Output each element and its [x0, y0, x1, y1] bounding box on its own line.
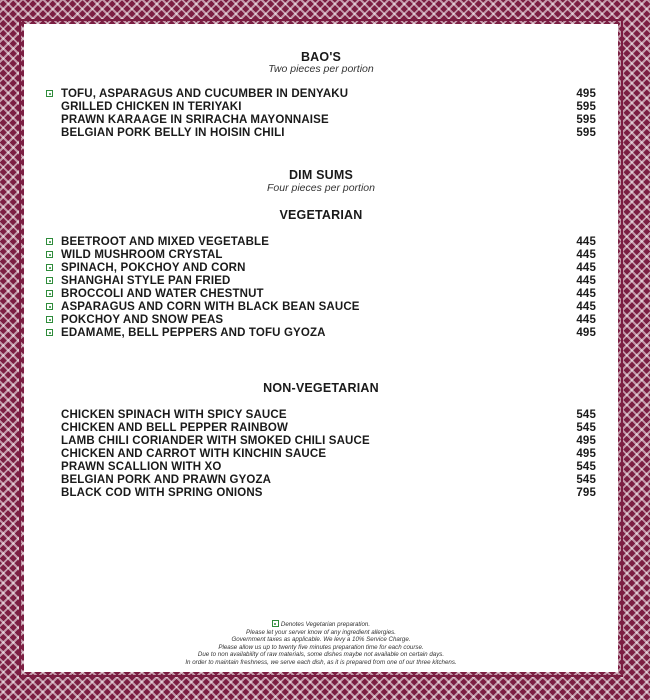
menu-item	[46, 301, 596, 314]
menu-item-price: 495	[576, 448, 596, 460]
menu-item-name: BLACK COD WITH SPRING ONIONS	[61, 487, 263, 499]
dimsums-title: DIM SUMS	[288, 168, 354, 182]
menu-item-name: PRAWN SCALLION WITH XO	[61, 461, 222, 473]
menu-item	[46, 327, 596, 340]
menu-content	[24, 24, 618, 672]
menu-item	[46, 448, 596, 461]
menu-item	[46, 409, 596, 422]
veg-mark-icon	[46, 251, 53, 258]
menu-item-name: BELGIAN PORK AND PRAWN GYOZA	[61, 474, 272, 486]
menu-item-name: CHICKEN SPINACH WITH SPICY SAUCE	[61, 409, 287, 421]
menu-item	[46, 314, 596, 327]
menu-item-price: 795	[576, 487, 596, 499]
menu-item	[46, 288, 596, 301]
menu-item-price: 445	[576, 262, 596, 274]
menu-item-price: 445	[576, 314, 596, 326]
menu-item-price: 445	[576, 288, 596, 300]
menu-item	[46, 262, 596, 275]
vegetarian-title: VEGETARIAN	[279, 208, 363, 222]
footer-notes	[24, 620, 618, 667]
non-vegetarian-title: NON-VEGETARIAN	[263, 381, 379, 395]
veg-mark-icon	[46, 290, 53, 297]
menu-item-name: SHANGHAI STYLE PAN FRIED	[61, 275, 231, 287]
bao-subtitle: Two pieces per portion	[268, 63, 374, 75]
menu-item-name: GRILLED CHICKEN IN TERIYAKI	[61, 101, 242, 113]
menu-item	[46, 88, 596, 101]
menu-item	[46, 101, 596, 114]
veg-mark-icon	[46, 238, 53, 245]
menu-item	[46, 127, 596, 140]
menu-item-price: 445	[576, 301, 596, 313]
menu-item-price: 545	[576, 422, 596, 434]
menu-item-name: ASPARAGUS AND CORN WITH BLACK BEAN SAUCE	[61, 301, 360, 313]
veg-mark-icon	[46, 329, 53, 336]
footer-line: In order to maintain freshness, we serve each dish, as it is prepared from one of our three kitchens.	[185, 658, 457, 666]
veg-mark-icon	[46, 303, 53, 310]
dimsums-subtitle: Four pieces per portion	[267, 182, 375, 194]
menu-item-name: CHICKEN AND BELL PEPPER RAINBOW	[61, 422, 288, 434]
menu-item-name: TOFU, ASPARAGUS AND CUCUMBER IN DENYAKU	[61, 88, 349, 100]
menu-item-price: 545	[576, 461, 596, 473]
menu-item	[46, 422, 596, 435]
footer-line: Denotes Vegetarian preparation.	[24, 620, 618, 629]
menu-item-name: EDAMAME, BELL PEPPERS AND TOFU GYOZA	[61, 327, 326, 339]
menu-item-price: 495	[576, 327, 596, 339]
menu-item	[46, 114, 596, 127]
menu-item	[46, 275, 596, 288]
footer-line: Government taxes as applicable. We levy a 10% Service Charge.	[231, 636, 411, 644]
menu-item-price: 595	[576, 114, 596, 126]
footer-line: Please let your server know of any ingredient allergies.	[246, 628, 396, 636]
menu-item	[46, 236, 596, 249]
menu-item-name: LAMB CHILI CORIANDER WITH SMOKED CHILI SAUCE	[61, 435, 370, 447]
menu-item-price: 595	[576, 101, 596, 113]
menu-item-name: WILD MUSHROOM CRYSTAL	[61, 249, 223, 261]
veg-mark-icon	[46, 264, 53, 271]
menu-item-name: PRAWN KARAAGE IN SRIRACHA MAYONNAISE	[61, 114, 329, 126]
menu-item-price: 495	[576, 88, 596, 100]
menu-item-price: 445	[576, 236, 596, 248]
menu-item-name: BEETROOT AND MIXED VEGETABLE	[61, 236, 270, 248]
menu-item	[46, 461, 596, 474]
veg-mark-icon	[272, 620, 279, 627]
menu-item-price: 495	[576, 435, 596, 447]
menu-item-name: BROCCOLI AND WATER CHESTNUT	[61, 288, 264, 300]
bao-title: BAO'S	[300, 50, 342, 64]
menu-item	[46, 487, 596, 500]
menu-item-name: SPINACH, POKCHOY AND CORN	[61, 262, 246, 274]
menu-item-price: 595	[576, 127, 596, 139]
veg-mark-icon	[46, 316, 53, 323]
menu-item	[46, 435, 596, 448]
menu-item	[46, 474, 596, 487]
menu-item-price: 545	[576, 409, 596, 421]
veg-mark-icon	[46, 277, 53, 284]
menu-item-price: 445	[576, 249, 596, 261]
footer-line: Due to non availability of raw materials, some dishes maybe not available on certain days.	[197, 651, 445, 659]
menu-item	[46, 249, 596, 262]
menu-item-price: 545	[576, 474, 596, 486]
veg-mark-icon	[46, 90, 53, 97]
menu-page	[24, 24, 618, 672]
menu-item-name: CHICKEN AND CARROT WITH KINCHIN SAUCE	[61, 448, 327, 460]
menu-item-name: BELGIAN PORK BELLY IN HOISIN CHILI	[61, 127, 285, 139]
footer-line: Please allow us up to twenty five minutes preparation time for each course.	[218, 643, 424, 651]
menu-item-name: POKCHOY AND SNOW PEAS	[61, 314, 224, 326]
menu-item-price: 445	[576, 275, 596, 287]
